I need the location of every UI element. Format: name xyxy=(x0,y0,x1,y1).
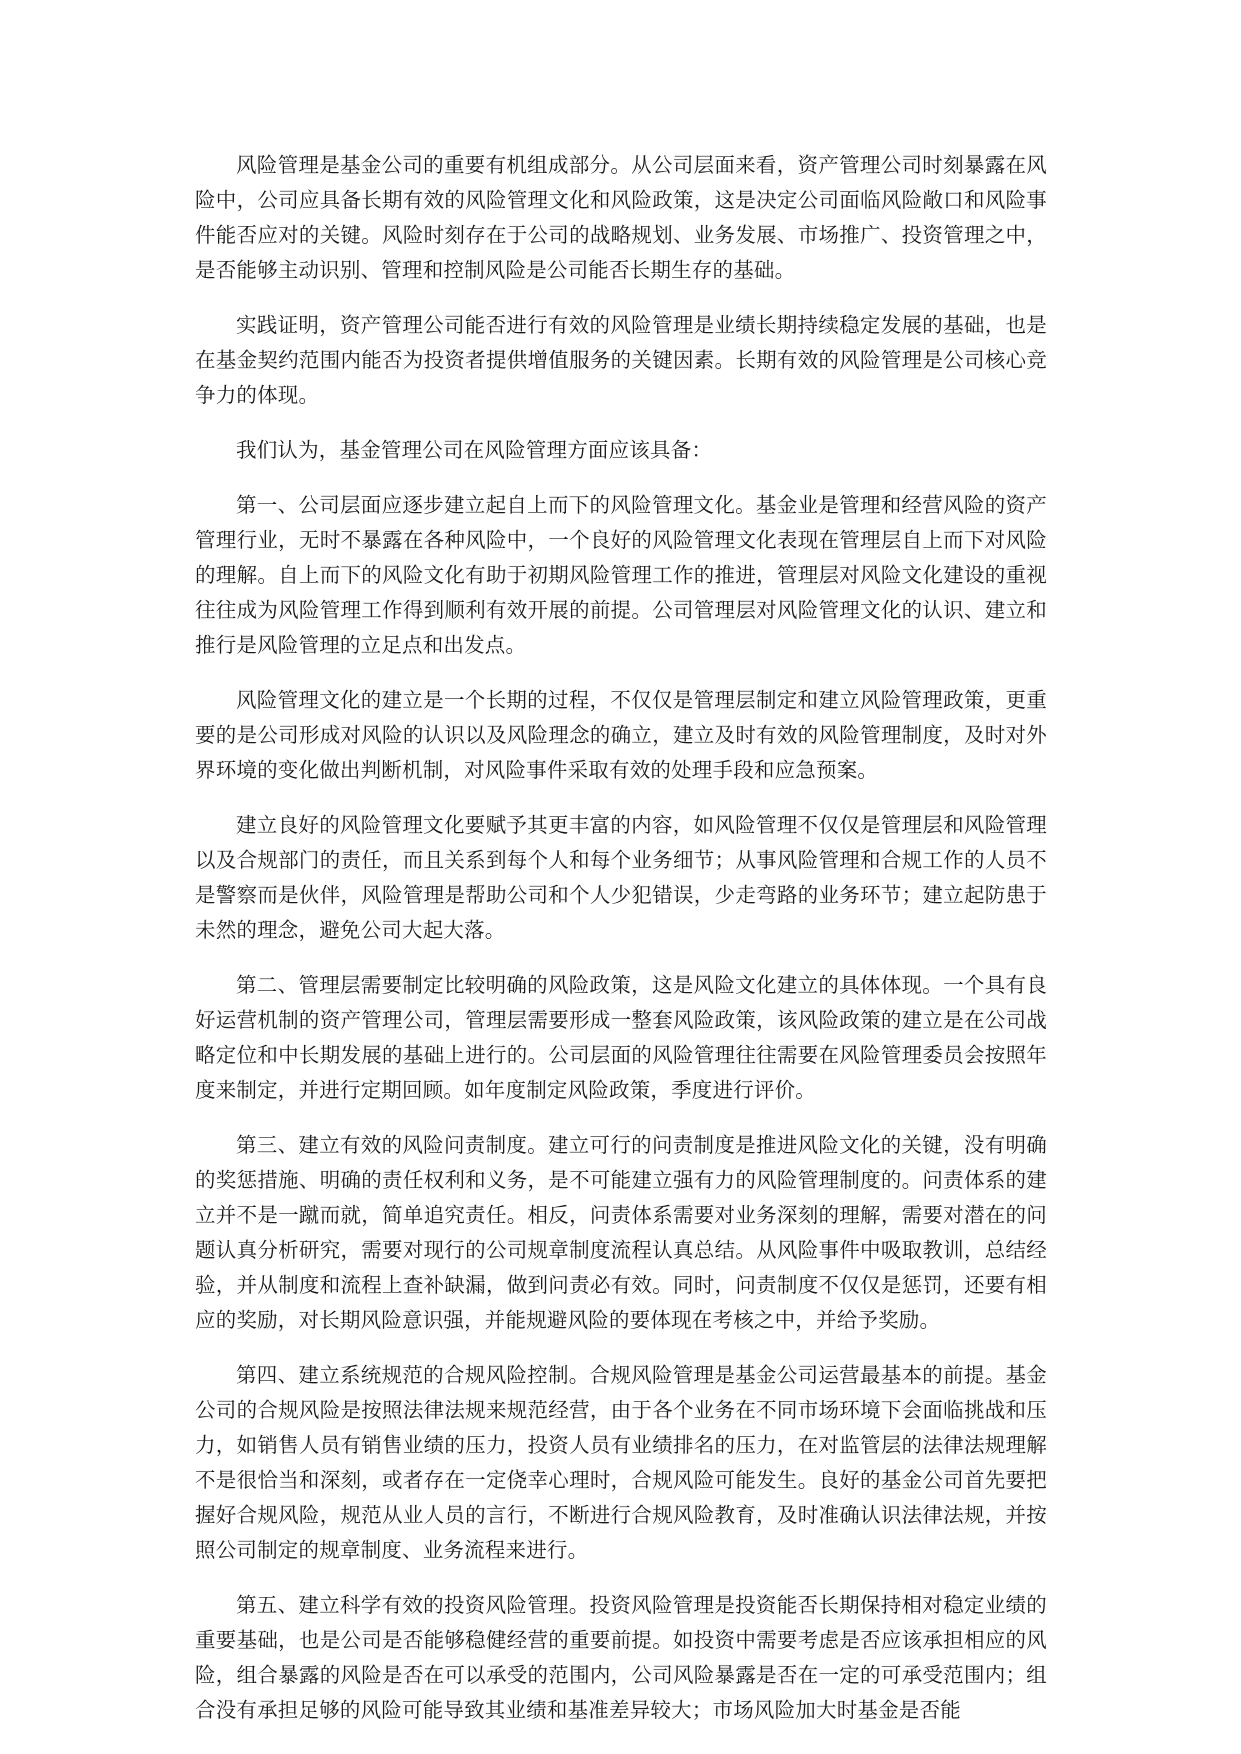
paragraph-10: 第五、建立科学有效的投资风险管理。投资风险管理是投资能否长期保持相对稳定业绩的重要基础，也是公司是否能够稳健经营的重要前提。如投资中需要考虑是否应该承担相应的风险，组合暴露的风险是否在可以承受的范围内，公司风险暴露是否在一定的可承受范围内；组合没有承担足够的风险可能导致其业绩和基准差异较大；市场风险加大时基金是否能 xyxy=(195,1593,1047,1722)
paragraph-8: 第三、建立有效的风险问责制度。建立可行的问责制度是推进风险文化的关键，没有明确的奖惩措施、明确的责任权利和义务，是不可能建立强有力的风险管理制度的。问责体系的建立并不是一蹴而就，简单追究责任。相反，问责体系需要对业务深刻的理解，需要对潜在的问题认真分析研究，需要对现行的公司规章制度流程认真总结。从风险事件中吸取教训，总结经验，并从制度和流程上查补缺漏，做到问责必有效。同时，问责制度不仅仅是惩罚，还要有相应的奖励，对长期风险意识强，并能规避风险的要体现在考核之中，并给予奖励。 xyxy=(195,1133,1047,1332)
paragraph-2: 实践证明，资产管理公司能否进行有效的风险管理是业绩长期持续稳定发展的基础，也是在基金契约范围内能否为投资者提供增值服务的关键因素。长期有效的风险管理是公司核心竞争力的体现。 xyxy=(195,313,1047,407)
document-page xyxy=(195,148,1047,1748)
paragraph-7: 第二、管理层需要制定比较明确的风险政策，这是风险文化建立的具体体现。一个具有良好运营机制的资产管理公司，管理层需要形成一整套风险政策，该风险政策的建立是在公司战略定位和中长期发展的基础上进行的。公司层面的风险管理往往需要在风险管理委员会按照年度来制定，并进行定期回顾。如年度制定风险政策，季度进行评价。 xyxy=(195,973,1047,1102)
paragraph-6: 建立良好的风险管理文化要赋予其更丰富的内容，如风险管理不仅仅是管理层和风险管理以及合规部门的责任，而且关系到每个人和每个业务细节；从事风险管理和合规工作的人员不是警察而是伙伴，风险管理是帮助公司和个人少犯错误，少走弯路的业务环节；建立起防患于未然的理念，避免公司大起大落。 xyxy=(195,813,1047,942)
paragraph-1: 风险管理是基金公司的重要有机组成部分。从公司层面来看，资产管理公司时刻暴露在风险中，公司应具备长期有效的风险管理文化和风险政策，这是决定公司面临风险敞口和风险事件能否应对的关键。风险时刻存在于公司的战略规划、业务发展、市场推广、投资管理之中，是否能够主动识别、管理和控制风险是公司能否长期生存的基础。 xyxy=(195,153,1047,282)
paragraph-5: 风险管理文化的建立是一个长期的过程，不仅仅是管理层制定和建立风险管理政策，更重要的是公司形成对风险的认识以及风险理念的确立，建立及时有效的风险管理制度，及时对外界环境的变化做出判断机制，对风险事件采取有效的处理手段和应急预案。 xyxy=(195,688,1047,782)
paragraph-3: 我们认为，基金管理公司在风险管理方面应该具备： xyxy=(236,438,713,462)
paragraph-4: 第一、公司层面应逐步建立起自上而下的风险管理文化。基金业是管理和经营风险的资产管理行业，无时不暴露在各种风险中，一个良好的风险管理文化表现在管理层自上而下对风险的理解。自上而下的风险文化有助于初期风险管理工作的推进，管理层对风险文化建设的重视往往成为风险管理工作得到顺利有效开展的前提。公司管理层对风险管理文化的认识、建立和推行是风险管理的立足点和出发点。 xyxy=(195,493,1047,657)
paragraph-9: 第四、建立系统规范的合规风险控制。合规风险管理是基金公司运营最基本的前提。基金公司的合规风险是按照法律法规来规范经营，由于各个业务在不同市场环境下会面临挑战和压力，如销售人员有销售业绩的压力，投资人员有业绩排名的压力，在对监管层的法律法规理解不是很恰当和深刻，或者存在一定侥幸心理时，合规风险可能发生。良好的基金公司首先要把握好合规风险，规范从业人员的言行，不断进行合规风险教育，及时准确认识法律法规，并按照公司制定的规章制度、业务流程来进行。 xyxy=(195,1363,1047,1562)
